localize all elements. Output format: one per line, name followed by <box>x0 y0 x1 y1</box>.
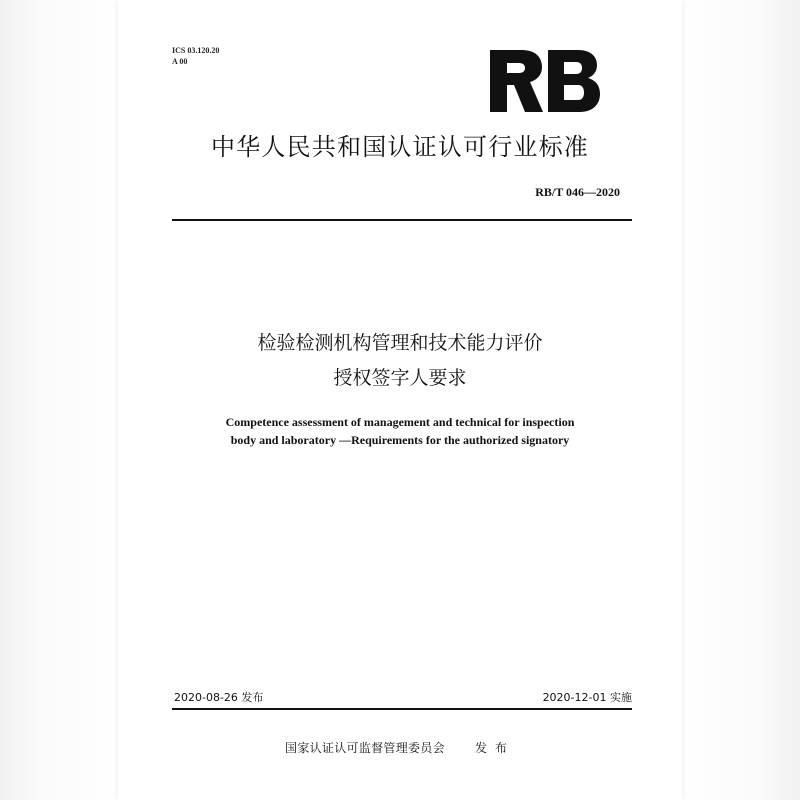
standard-cover-page <box>118 0 682 800</box>
issuer-organization: 国家认证认可监督管理委员会 <box>285 741 445 755</box>
chinese-title-line-2: 授权签字人要求 <box>333 367 467 389</box>
header-divider <box>172 219 632 221</box>
ics-code: ICS 03.120.20 <box>172 46 220 55</box>
standard-number: RB/T 046—2020 <box>535 185 620 199</box>
english-title-line-1: Competence assessment of management and technical for inspection <box>225 415 575 429</box>
industry-standard-title: 中华人民共和国认证认可行业标准 <box>211 133 589 161</box>
issuing-authority <box>118 739 682 756</box>
english-title-line-2: body and laboratory —Requirements for the authorized signatory <box>230 433 570 447</box>
chinese-title-line-1: 检验检测机构管理和技术能力评价 <box>257 332 543 354</box>
issue-date: 2020-08-26 发布 <box>174 691 264 704</box>
implementation-date: 2020-12-01 实施 <box>542 691 632 704</box>
footer-divider <box>172 708 632 710</box>
rb-logo <box>490 50 602 112</box>
rb-logo-mark <box>490 50 602 112</box>
ccs-code: A 00 <box>172 57 188 66</box>
issuer-verb: 发布 <box>474 741 515 755</box>
classification-codes <box>172 45 219 67</box>
